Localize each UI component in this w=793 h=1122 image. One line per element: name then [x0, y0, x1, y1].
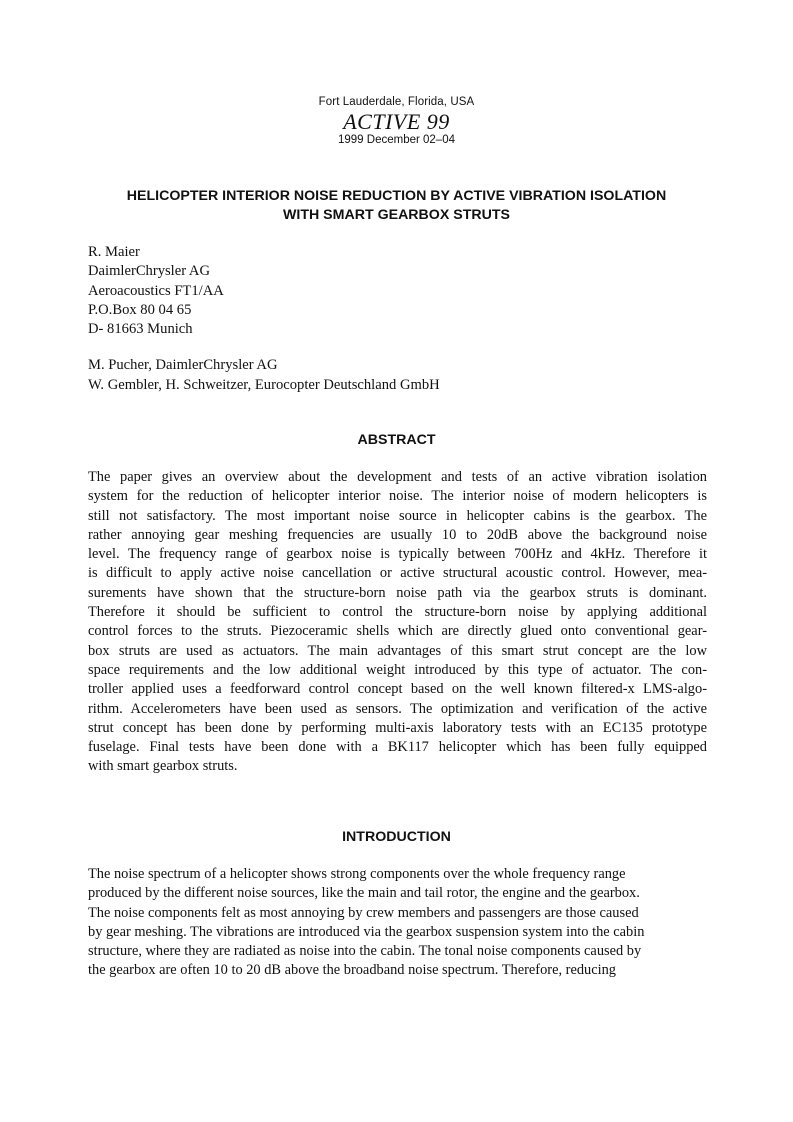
- abstract-line: The paper gives an overview about the development and tests of an active vibration isolation: [88, 469, 707, 485]
- introduction-body: [88, 865, 707, 981]
- introduction-line: The noise components felt as most annoying by crew members and passengers are those caused: [88, 904, 639, 921]
- introduction-line: The noise spectrum of a helicopter shows strong components over the whole frequency range: [88, 866, 626, 882]
- abstract-line: is difficult to apply active noise cancellation or active structural acoustic control. However, mea-: [88, 565, 707, 582]
- introduction-line: by gear meshing. The vibrations are introduced via the gearbox suspension system into the cabin: [88, 923, 645, 940]
- abstract-heading: ABSTRACT: [357, 432, 436, 448]
- conference-dates: 1999 December 02–04: [338, 134, 455, 146]
- abstract-line: still not satisfactory. The most important noise source in helicopter cabins is the gearbox. The: [88, 507, 707, 524]
- abstract-line: space requirements and the low additional weight introduced by this type of actuator. The con-: [88, 661, 707, 678]
- introduction-heading: INTRODUCTION: [342, 829, 451, 845]
- introduction-line: produced by the different noise sources, like the main and tail rotor, the engine and the gearbox.: [88, 885, 640, 902]
- author-city: D- 81663 Munich: [88, 321, 193, 338]
- conference-location: Fort Lauderdale, Florida, USA: [318, 96, 475, 108]
- paper-title-line-2: WITH SMART GEARBOX STRUTS: [283, 207, 510, 223]
- author-name: R. Maier: [88, 244, 140, 260]
- abstract-line: surements have shown that the structure-born noise path via the gearbox struts is dominant.: [88, 584, 707, 601]
- author-block: [88, 243, 440, 395]
- author-block-gap: [88, 339, 440, 356]
- abstract-line: strut concept has been done by performing multi-axis laboratory tests with an EC135 prototype: [88, 719, 707, 736]
- abstract-line: system for the reduction of helicopter interior noise. The interior noise of modern helicopters is: [88, 488, 707, 505]
- conference-name: ACTIVE 99: [343, 109, 450, 134]
- author-company: DaimlerChrysler AG: [88, 263, 210, 280]
- coauthor-line-2: W. Gembler, H. Schweitzer, Eurocopter Deutschland GmbH: [88, 376, 440, 393]
- abstract-line: control forces to the struts. Piezoceramic shells which are directly glued onto conventional gear-: [88, 623, 707, 640]
- abstract-line: rithm. Accelerometers have been used as sensors. The optimization and verification of the active: [88, 700, 707, 717]
- abstract-line: Therefore it should be sufficient to control the structure-born noise by applying additional: [88, 604, 707, 621]
- author-department: Aeroacoustics FT1/AA: [88, 282, 224, 299]
- abstract-line: troller applied uses a feedforward control concept based on the well known filtered-x LMS-algo-: [88, 681, 707, 698]
- introduction-line: the gearbox are often 10 to 20 dB above the broadband noise spectrum. Therefore, reducing: [88, 962, 617, 979]
- abstract-line: with smart gearbox struts.: [88, 758, 238, 775]
- abstract-body: [88, 468, 707, 777]
- abstract-line: rather annoying gear meshing frequencies are usually 10 to 20dB above the background noise: [88, 526, 707, 543]
- abstract-line: box struts are used as actuators. The main advantages of this smart strut concept are the low: [88, 642, 707, 659]
- paper-title-line-1: HELICOPTER INTERIOR NOISE REDUCTION BY ACTIVE VIBRATION ISOLATION: [126, 188, 667, 204]
- author-po-box: P.O.Box 80 04 65: [88, 301, 192, 318]
- abstract-line: fuselage. Final tests have been done with a BK117 helicopter which has been fully equipped: [88, 739, 707, 756]
- paper-title: [60, 187, 733, 225]
- abstract-line: level. The frequency range of gearbox noise is typically between 700Hz and 4kHz. Therefore it: [88, 546, 707, 563]
- coauthor-line-1: M. Pucher, DaimlerChrysler AG: [88, 357, 278, 374]
- introduction-line: structure, where they are radiated as noise into the cabin. The tonal noise components caused by: [88, 943, 642, 960]
